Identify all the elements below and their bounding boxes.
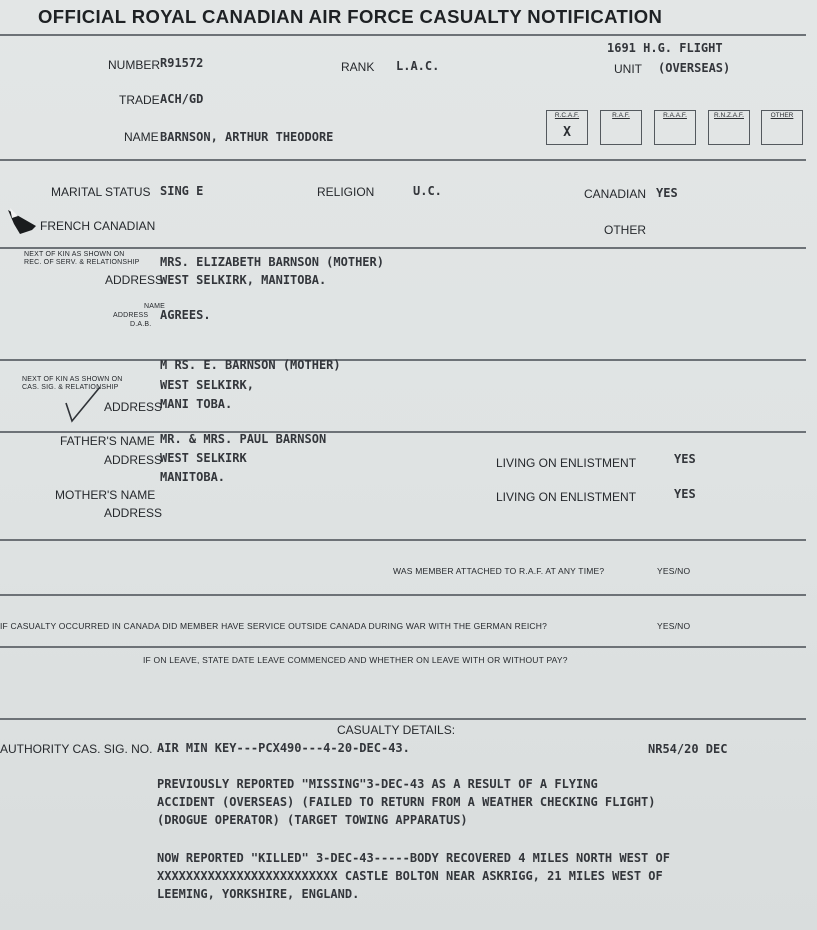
canada-question-label: IF CASUALTY OCCURRED IN CANADA DID MEMBER HAVE SERVICE OUTSIDE CANADA DURING WAR WITH THE GERMAN REICH?	[0, 621, 548, 631]
mother-living-value: YES	[674, 487, 696, 501]
other-box	[761, 110, 803, 145]
nok-rec-label-line1: NEXT OF KIN AS SHOWN ON	[24, 251, 125, 258]
dab-value: AGREES.	[160, 308, 211, 322]
rcaf-box-mark: X	[563, 125, 571, 140]
rank-value: L.A.C.	[396, 59, 440, 73]
father-address-label: ADDRESS	[104, 453, 163, 467]
divider	[0, 718, 806, 720]
canada-answer: YES/NO	[657, 621, 691, 631]
nok-cas-value-line2: WEST SELKIRK,	[160, 378, 254, 392]
other-box-label: OTHER	[770, 112, 794, 119]
raaf-box	[654, 110, 696, 145]
fathers-name-value: MR. & MRS. PAUL BARNSON	[160, 432, 327, 446]
french-canadian-label: FRENCH CANADIAN	[40, 219, 156, 233]
nok-cas-label-line2: CAS. SIG. & RELATIONSHIP	[22, 384, 119, 391]
divider	[0, 159, 806, 161]
dab-name-label: NAME	[144, 303, 166, 310]
rcaf-box	[546, 110, 588, 145]
unit-label: UNIT	[614, 62, 642, 76]
canadian-label: CANADIAN	[584, 187, 647, 201]
nok-cas-label-line1: NEXT OF KIN AS SHOWN ON	[22, 376, 123, 383]
divider	[0, 594, 806, 596]
divider	[0, 34, 806, 36]
nok-rec-value: MRS. ELIZABETH BARNSON (MOTHER)	[160, 255, 384, 269]
divider	[0, 359, 806, 361]
check-mark-icon	[62, 385, 102, 425]
trade-label: TRADE	[119, 93, 160, 107]
divider	[0, 539, 806, 541]
raaf-box-label: R.A.A.F.	[663, 112, 687, 119]
casualty-detail-line5: XXXXXXXXXXXXXXXXXXXXXXXXX CASTLE BOLTON NEAR ASKRIGG, 21 MILES WEST OF	[157, 869, 663, 883]
marital-status-value: SING E	[160, 184, 204, 198]
father-address-line1: WEST SELKIRK	[160, 451, 247, 465]
nok-rec-label-line2: REC. OF SERV. & RELATIONSHIP	[24, 259, 140, 266]
raf-question-label: WAS MEMBER ATTACHED TO R.A.F. AT ANY TIME?	[393, 566, 605, 576]
number-value: R91572	[160, 56, 204, 70]
nok-rec-address-label: ADDRESS	[105, 273, 164, 287]
rcaf-box-label: R.C.A.F.	[554, 112, 580, 119]
trade-value: ACH/GD	[160, 92, 204, 106]
casualty-detail-line2: ACCIDENT (OVERSEAS) (FAILED TO RETURN FROM A WEATHER CHECKING FLIGHT)	[157, 795, 656, 809]
casualty-detail-line1: PREVIOUSLY REPORTED "MISSING"3-DEC-43 AS A RESULT OF A FLYING	[157, 777, 598, 791]
casualty-detail-line3: (DROGUE OPERATOR) (TARGET TOWING APPARATUS)	[157, 813, 468, 827]
nok-cas-value-line3: MANI TOBA.	[160, 397, 233, 411]
rnzaf-box	[708, 110, 750, 145]
raf-answer: YES/NO	[657, 566, 691, 576]
torn-corner-mark	[6, 206, 40, 236]
fathers-name-label: FATHER'S NAME	[60, 434, 155, 448]
dab-address-label: ADDRESS	[113, 312, 149, 319]
divider	[0, 247, 806, 249]
nok-cas-value-line1: M RS. E. BARNSON (MOTHER)	[160, 358, 341, 372]
authority-label: AUTHORITY CAS. SIG. NO.	[0, 742, 153, 756]
religion-value: U.C.	[413, 184, 442, 198]
leave-question-label: IF ON LEAVE, STATE DATE LEAVE COMMENCED AND WHETHER ON LEAVE WITH OR WITHOUT PAY?	[143, 655, 568, 665]
number-label: NUMBER	[108, 58, 161, 72]
unit-value-line1: 1691 H.G. FLIGHT	[607, 41, 723, 55]
unit-value-line2: (OVERSEAS)	[658, 61, 731, 75]
father-address-line2: MANITOBA.	[160, 470, 226, 484]
divider	[0, 431, 806, 433]
casualty-detail-line6: LEEMING, YORKSHIRE, ENGLAND.	[157, 887, 360, 901]
raf-box-label: R.A.F.	[612, 112, 630, 119]
mother-living-label: LIVING ON ENLISTMENT	[496, 490, 637, 504]
other-label: OTHER	[604, 223, 646, 237]
authority-reference: NR54/20 DEC	[648, 742, 728, 756]
authority-value: AIR MIN KEY---PCX490---4-20-DEC-43.	[157, 741, 410, 755]
casualty-details-heading: CASUALTY DETAILS:	[337, 723, 456, 737]
nok-rec-address-value: WEST SELKIRK, MANITOBA.	[160, 273, 327, 287]
mother-address-label: ADDRESS	[104, 506, 163, 520]
mothers-name-label: MOTHER'S NAME	[55, 488, 156, 502]
rank-label: RANK	[341, 60, 375, 74]
father-living-label: LIVING ON ENLISTMENT	[496, 456, 637, 470]
divider	[0, 646, 806, 648]
form-title: OFFICIAL ROYAL CANADIAN AIR FORCE CASUALTY NOTIFICATION	[38, 6, 663, 27]
raf-box	[600, 110, 642, 145]
nok-cas-address-label: ADDRESS	[104, 400, 163, 414]
marital-status-label: MARITAL STATUS	[51, 185, 151, 199]
name-value: BARNSON, ARTHUR THEODORE	[160, 130, 334, 144]
religion-label: RELIGION	[317, 185, 375, 199]
rnzaf-box-label: R.N.Z.A.F.	[714, 112, 744, 119]
dab-label: D.A.B.	[130, 321, 152, 328]
casualty-detail-line4: NOW REPORTED "KILLED" 3-DEC-43-----BODY RECOVERED 4 MILES NORTH WEST OF	[157, 851, 670, 865]
name-label: NAME	[124, 130, 159, 144]
father-living-value: YES	[674, 452, 696, 466]
canadian-value: YES	[656, 186, 678, 200]
